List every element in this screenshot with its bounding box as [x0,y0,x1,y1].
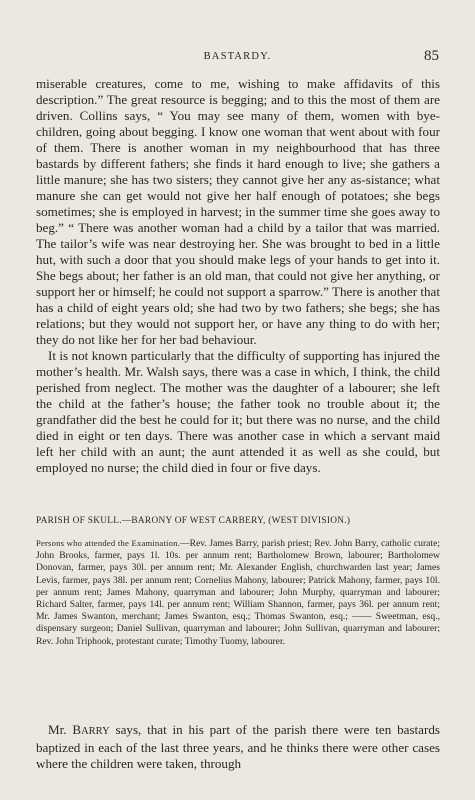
body-text [36,76,440,476]
attendees-list: —Rev. James Barry, parish priest; Rev. John Barry, catholic curate; John Brooks, farmer, pays 1l. 10s. per annum rent; Bartholomew Brown, labourer; Bartholomew Donovan, farmer, pays 30l. per annum rent; Mr. Alexander English, churchwarden last year; James Levis, farmer, pays 38l. per annum rent; Cornelius Mahony, labourer; Patrick Mahony, farmer, pays 10l. per annum rent; James Mahony, quarryman and labourer; John Murphy, quarryman and labourer; Richard Salter, farmer, pays 14l. per annum rent; William Shannon, farmer, pays 36l. per annum rent; Mr. James Swanton, merchant; James Swanton, esq.; Thomas Swanton, esq.; —— Sweetman, esq., dispensary surgeon; Daniel Sullivan, quarryman and labourer; John Sullivan, quarryman and labourer; Rev. John Triphook, protestant curate; Timothy Tuomy, labourer. [36,538,440,647]
attendees-paragraph [36,537,440,648]
closing-paragraph [36,722,440,772]
section-heading: PARISH OF SKULL.—BARONY OF WEST CARBERY, (WEST DIVISION.) [36,516,351,526]
paragraph-2: It is not known particularly that the difficulty of supporting has injured the mother’s health. Mr. Walsh says, there was a case in which, I think, the child perished from neglect. The mother was the daughter of a labourer; she left the child at the father’s house; the father took no trouble about it; the grandfather did the best he could for it; but there was no nurse, and the child died in eight or ten days. There was another case in which a servant maid left her child with an aunt; the aunt attended it as well as she could, but employed no nurse; the child died in four or five days. [36,348,440,475]
page-header [36,48,439,69]
attendees-lead: Persons who attended the Examination. [36,538,180,548]
closing-text: says, that in his part of the parish there were ten bastards baptized in each of the last three years, and he thinks there were other cases where the children were taken, through [36,722,440,771]
closing-name-prefix: Mr. B [48,722,82,737]
running-title: BASTARDY. [203,51,272,62]
closing-name-small-caps: ARRY [81,726,110,737]
page-number: 85 [424,48,439,64]
paragraph-1: miserable creatures, come to me, wishing to make affidavits of this description.” The great resource is begging; and to this the most of them are driven. Collins says, “ You may see many of them, women with bye-children, going about begging. I know one woman that went about with four of them. There is another woman in my neighbourhood that has three bastards by different fathers; she finds it hard enough to live; she gathers a little manure; she has two sisters; they cannot give her any as-sistance; what manure she can get would not give her half enough of potatoes; she begs sometimes; she is employed in harvest; in the summer time she goes away to beg.” “ There was another woman had a child by a tailor that was married. The tailor’s wife was near destroying her. She was brought to bed in a little hut, with such a door that you should make legs of your hands to get into it. She begs about; her father is an old man, that could not give her anything, or support her or himself; he could not support a sparrow.” There is another that has a child of eight years old; she had two by two fathers; she begs; she has relations; but they would not support her, or have any thing to do with her; they do not like her for her bad behaviour. [36,76,440,347]
